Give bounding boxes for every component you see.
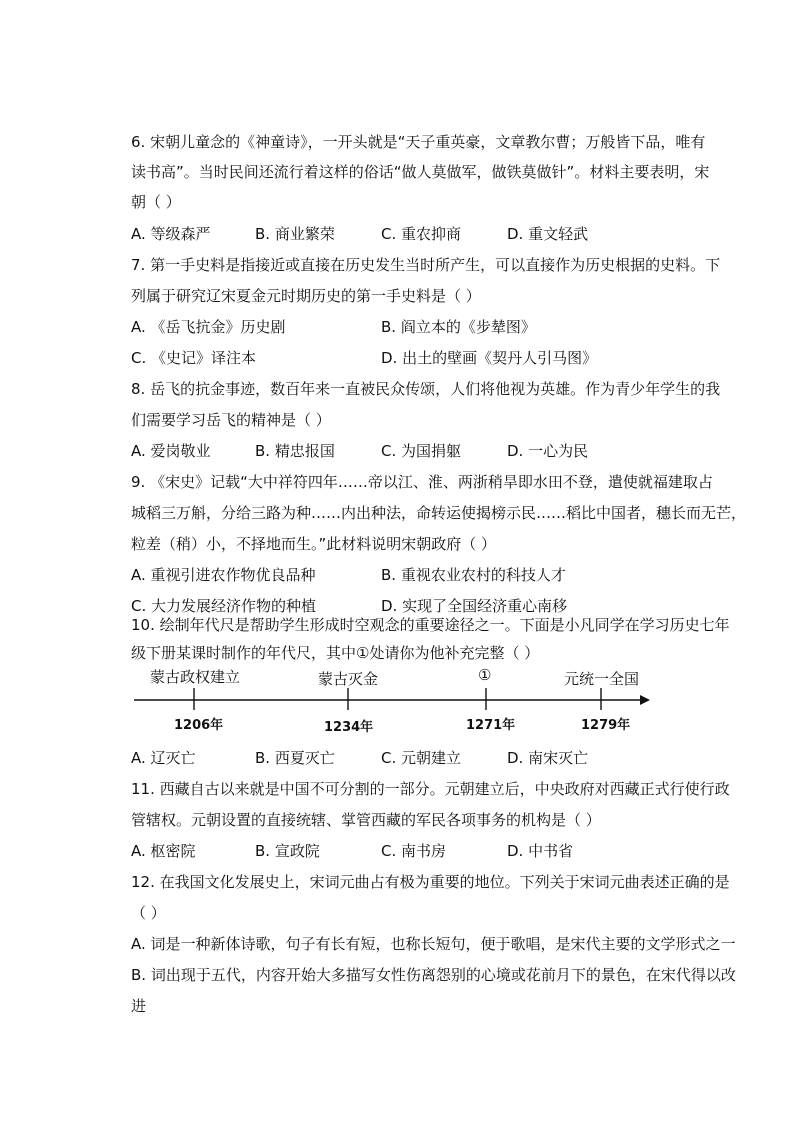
q9-line-2: 城稻三万斛，分给三路为种……内出种法，命转运使揭榜示民……稻比中国者，穗长而无芒， [131,504,747,522]
timeline-event-label-1: 蒙古政权建立 [150,668,241,686]
q10-option-d: D. 南宋灭亡 [507,749,589,767]
q6-line-2: 读书高”。当时民间还流行着这样的俗话“做人莫做军，做铁莫做针”。材料主要表明，宋 [131,163,710,181]
q6-option-c: C. 重农抑商 [381,225,462,243]
timeline-year-4: 1279年 [581,718,631,733]
q9-option-a: A. 重视引进农作物优良品种 [131,566,316,584]
q10-option-c: C. 元朝建立 [381,749,462,767]
q11-option-b: B. 宣政院 [255,842,320,860]
q12-option-b-cont: 进 [131,997,147,1015]
q8-option-b: B. 精忠报国 [255,442,335,460]
timeline-event-label-3: ① [478,666,492,684]
timeline [120,664,680,744]
q9-option-d: D. 实现了全国经济重心南移 [381,597,568,615]
q12-option-b: B. 词出现于五代，内容开始大多描写女性伤离怨别的心境或花前月下的景色，在宋代得以改 [131,966,736,984]
q9-option-c: C. 大力发展经济作物的种植 [131,597,317,615]
q7-option-d: D. 出土的壁画《契丹人引马图》 [381,349,598,367]
q11-line-1: 11. 西藏自古以来就是中国不可分割的一部分。元朝建立后，中央政府对西藏正式行使行政 [131,780,730,798]
timeline-event-label-4: 元统一全国 [564,670,640,688]
q6-line-1: 6. 宋朝儿童念的《神童诗》，一开头就是“天子重英豪，文章教尔曹；万般皆下品，唯有 [131,133,706,151]
timeline-year-3: 1271年 [466,718,516,733]
q10-line-1: 10. 绘制年代尺是帮助学生形成时空观念的重要途径之一。下面是小凡同学在学习历史七年 [131,616,730,634]
q12-option-a: A. 词是一种新体诗歌，句子有长有短，也称长短句，便于歌唱，是宋代主要的文学形式之一 [131,935,736,953]
q9-line-1: 9. 《宋史》记载“大中祥符四年……帝以江、淮、两浙稍旱即水田不登，遣使就福建取占 [131,473,713,491]
q10-option-b: B. 西夏灭亡 [255,749,335,767]
q11-option-a: A. 枢密院 [131,842,196,860]
timeline-event-label-2: 蒙古灭金 [318,670,379,688]
q6-option-d: D. 重文轻武 [507,225,589,243]
q10-option-a: A. 辽灭亡 [131,749,196,767]
q6-option-a: A. 等级森严 [131,225,211,243]
timeline-year-1: 1206年 [174,718,224,733]
q7-line-1: 7. 第一手史料是指接近或直接在历史发生当时所产生，可以直接作为历史根据的史料。下 [131,256,721,274]
q11-line-2: 管辖权。元朝设置的直接统辖、掌管西藏的军民各项事务的机构是（ ） [131,811,601,829]
q8-line-2: 们需要学习岳飞的精神是（ ） [131,411,331,429]
q7-option-c: C. 《史记》译注本 [131,349,257,367]
q7-option-a: A. 《岳飞抗金》历史剧 [131,318,286,336]
timeline-arrow [640,695,650,705]
q9-option-b: B. 重视农业农村的科技人才 [381,566,566,584]
q11-option-d: D. 中书省 [507,842,574,860]
q12-line-1: 12. 在我国文化发展史上，宋词元曲占有极为重要的地位。下列关于宋词元曲表述正确的是 [131,873,730,891]
timeline-year-2: 1234年 [324,720,374,735]
q10-line-2: 级下册某课时制作的年代尺，其中①处请你为他补充完整（ ） [131,644,540,662]
q11-option-c: C. 南书房 [381,842,447,860]
q6-option-b: B. 商业繁荣 [255,225,335,243]
q7-option-b: B. 阎立本的《步辇图》 [381,318,536,336]
q8-line-1: 8. 岳飞的抗金事迹，数百年来一直被民众传颂，人们将他视为英雄。作为青少年学生的我 [131,380,721,398]
q7-line-2: 列属于研究辽宋夏金元时期历史的第一手史料是（ ） [131,287,481,305]
q9-line-3: 粒差（稍）小，不择地而生。”此材料说明宋朝政府（ ） [131,535,497,553]
q8-option-a: A. 爱岗敬业 [131,442,211,460]
q8-option-c: C. 为国捐躯 [381,442,462,460]
q8-option-d: D. 一心为民 [507,442,589,460]
q12-line-2: （ ） [131,904,166,922]
q6-line-3: 朝（ ） [131,193,181,211]
